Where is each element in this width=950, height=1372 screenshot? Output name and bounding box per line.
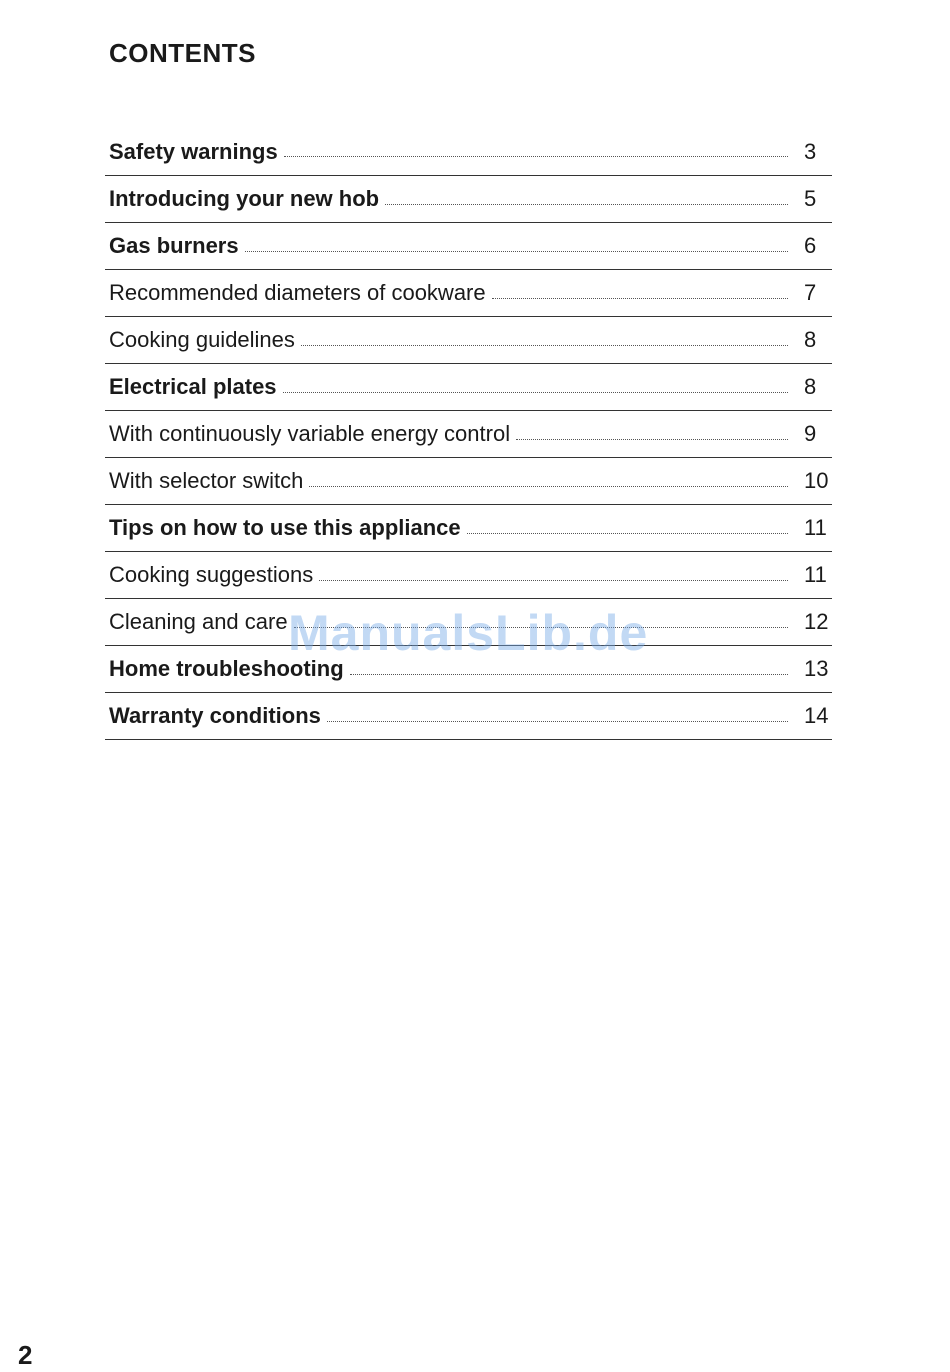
watermark: ManualsLib.de	[288, 605, 649, 661]
toc-page-number: 8	[804, 327, 817, 352]
toc-page-number: 11	[804, 562, 827, 587]
toc-entry-label: With continuously variable energy control	[105, 421, 516, 447]
toc-page-number: 10	[804, 468, 829, 493]
dot-leader	[516, 437, 788, 440]
dot-leader	[245, 249, 788, 252]
toc-entry-label: Electrical plates	[105, 374, 283, 400]
toc-entry-label: Gas burners	[105, 233, 245, 259]
toc-row[interactable]	[105, 552, 832, 599]
dot-leader	[283, 390, 788, 393]
dot-leader	[319, 578, 788, 581]
toc-page-number: 9	[804, 421, 817, 446]
toc-entry-label: Tips on how to use this appliance	[105, 515, 467, 541]
toc-row[interactable]	[105, 646, 832, 693]
toc-entry-label: Cleaning and care	[105, 609, 294, 635]
dot-leader	[350, 672, 788, 675]
dot-leader	[284, 154, 788, 157]
toc-entry-label: Cooking suggestions	[105, 562, 319, 588]
toc-page-number: 8	[804, 374, 817, 399]
toc-row[interactable]	[105, 411, 832, 458]
page-title: CONTENTS	[109, 38, 256, 68]
toc-row[interactable]	[105, 128, 832, 176]
dot-leader	[492, 296, 788, 299]
toc-entry-label: Safety warnings	[105, 139, 284, 165]
toc-entry-label: Cooking guidelines	[105, 327, 301, 353]
toc-page-number: 13	[804, 656, 829, 681]
page-number: 2	[18, 1340, 33, 1370]
toc-page-number: 3	[804, 138, 817, 164]
toc-page-number: 6	[804, 233, 817, 258]
toc-entry-label: Introducing your new hob	[105, 186, 385, 212]
toc-row[interactable]	[105, 364, 832, 411]
toc-page-number: 5	[804, 186, 817, 211]
toc-row[interactable]	[105, 458, 832, 505]
toc-row[interactable]	[105, 599, 832, 646]
toc-page-number: 7	[804, 280, 817, 305]
dot-leader	[294, 625, 788, 628]
toc-row[interactable]	[105, 176, 832, 223]
dot-leader	[301, 343, 788, 346]
toc-page-number: 12	[804, 609, 829, 634]
toc-row[interactable]	[105, 270, 832, 317]
dot-leader	[327, 719, 788, 722]
toc-row[interactable]	[105, 223, 832, 270]
toc-page-number: 11	[804, 515, 827, 540]
toc-row[interactable]	[105, 505, 832, 552]
toc-entry-label: With selector switch	[105, 468, 309, 494]
toc-page-number: 14	[804, 703, 829, 728]
toc-entry-label: Recommended diameters of cookware	[105, 280, 492, 306]
table-of-contents	[105, 128, 832, 740]
dot-leader	[309, 484, 788, 487]
toc-row[interactable]	[105, 693, 832, 740]
toc-row[interactable]	[105, 317, 832, 364]
dot-leader	[385, 202, 788, 205]
toc-entry-label: Warranty conditions	[105, 703, 327, 729]
toc-entry-label: Home troubleshooting	[105, 656, 350, 682]
dot-leader	[467, 531, 788, 534]
